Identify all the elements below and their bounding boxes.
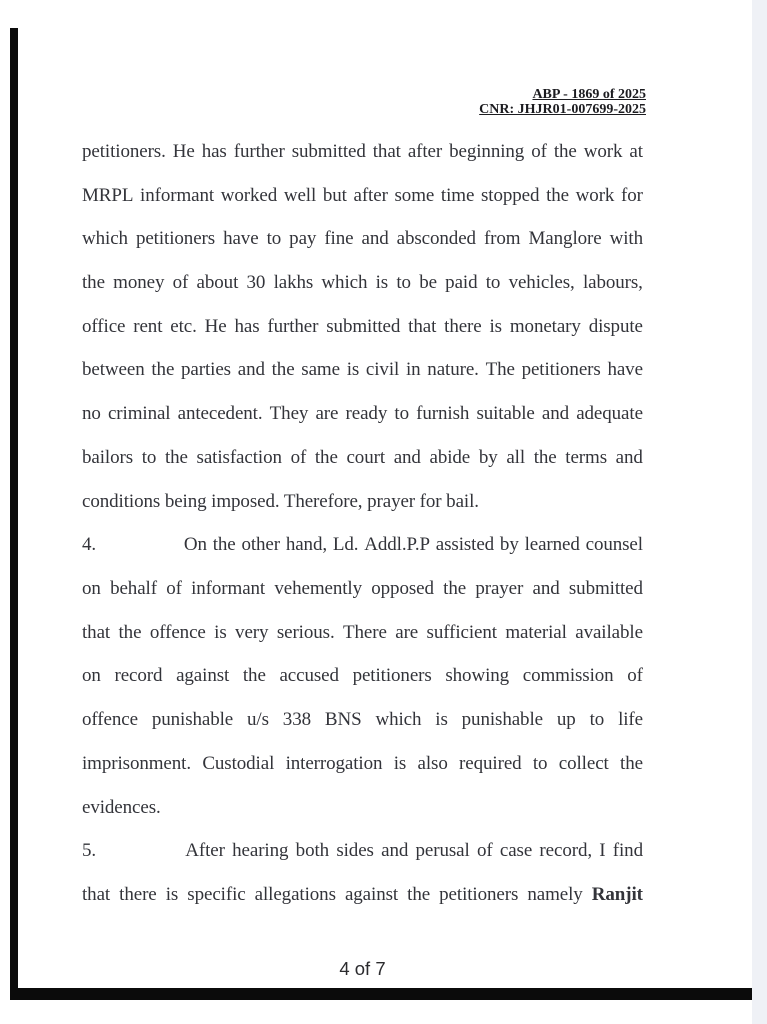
word: office bbox=[82, 315, 126, 337]
text: evidences. bbox=[82, 796, 161, 818]
order-line bbox=[82, 261, 643, 305]
word: that bbox=[82, 884, 111, 906]
word: by bbox=[478, 446, 498, 468]
word: against bbox=[344, 884, 399, 906]
word: to bbox=[589, 709, 605, 731]
word: informant bbox=[191, 578, 266, 600]
order-line bbox=[82, 567, 643, 611]
word: antecedent. bbox=[177, 403, 263, 425]
paragraph-number: 5. bbox=[82, 840, 97, 862]
word: is bbox=[489, 315, 502, 337]
word: lakhs bbox=[273, 272, 314, 294]
word: money bbox=[113, 272, 165, 294]
word: serious. bbox=[276, 621, 335, 643]
word: some bbox=[394, 184, 435, 206]
word: sufficient bbox=[426, 621, 497, 643]
word: assisted bbox=[435, 534, 495, 556]
word: after bbox=[353, 184, 388, 206]
word: offence bbox=[82, 709, 138, 731]
word: record, bbox=[539, 840, 592, 862]
word: have bbox=[607, 359, 643, 381]
word: sides bbox=[336, 840, 374, 862]
word: about bbox=[196, 272, 239, 294]
word: the bbox=[212, 534, 236, 556]
word: monetary bbox=[509, 315, 581, 337]
word: satisfaction bbox=[196, 446, 282, 468]
word: collect bbox=[558, 752, 609, 774]
word: parties bbox=[181, 359, 231, 381]
order-line bbox=[82, 873, 643, 917]
word: on bbox=[82, 578, 101, 600]
word: of bbox=[172, 272, 189, 294]
word: dispute bbox=[588, 315, 643, 337]
word: there bbox=[444, 315, 482, 337]
word: is bbox=[165, 884, 179, 906]
word: informant bbox=[140, 184, 215, 206]
word: petitioners bbox=[521, 359, 601, 381]
word: of bbox=[290, 446, 307, 468]
word: which bbox=[321, 272, 368, 294]
scan-edge-left-bar bbox=[10, 28, 18, 1000]
word: the bbox=[242, 665, 266, 687]
word: ready bbox=[345, 403, 388, 425]
word: civil bbox=[365, 359, 400, 381]
word: criminal bbox=[107, 403, 171, 425]
word: nature. bbox=[427, 359, 479, 381]
word: of bbox=[531, 140, 547, 162]
word: stopped bbox=[480, 184, 540, 206]
word: which bbox=[82, 228, 128, 250]
word: required bbox=[459, 752, 522, 774]
word: the bbox=[82, 272, 105, 294]
word: beginning bbox=[449, 140, 525, 162]
word: available bbox=[575, 621, 643, 643]
word: On bbox=[183, 534, 207, 556]
word: in bbox=[405, 359, 421, 381]
cnr-number: CNR: JHJR01-007699-2025 bbox=[479, 101, 646, 117]
word: is bbox=[375, 272, 389, 294]
order-line bbox=[82, 830, 643, 874]
order-line bbox=[82, 655, 643, 699]
word: the bbox=[118, 621, 142, 643]
word: worked bbox=[220, 184, 278, 206]
word: life bbox=[618, 709, 643, 731]
word: allegations bbox=[254, 884, 336, 906]
word: and bbox=[541, 403, 570, 425]
word: of bbox=[166, 578, 182, 600]
word: to bbox=[532, 752, 548, 774]
word: and bbox=[615, 446, 643, 468]
order-line bbox=[82, 523, 643, 567]
word: well bbox=[283, 184, 317, 206]
case-header bbox=[479, 88, 646, 117]
word: up bbox=[556, 709, 576, 731]
word: hand, bbox=[285, 534, 327, 556]
word: I bbox=[599, 840, 606, 862]
word: which bbox=[375, 709, 422, 731]
word: work bbox=[575, 184, 615, 206]
word: abide bbox=[429, 446, 471, 468]
word: and bbox=[361, 228, 389, 250]
order-line bbox=[82, 392, 643, 436]
bold-word: Ranjit bbox=[591, 884, 643, 906]
case-number: ABP - 1869 of 2025 bbox=[532, 87, 646, 102]
word: showing bbox=[445, 665, 510, 687]
word: vehemently bbox=[274, 578, 362, 600]
word: with bbox=[609, 228, 643, 250]
word: that bbox=[82, 621, 111, 643]
word: between bbox=[82, 359, 145, 381]
word: both bbox=[295, 840, 330, 862]
word: submitted bbox=[568, 578, 643, 600]
word: other bbox=[241, 534, 280, 556]
word: also bbox=[417, 752, 448, 774]
word: counsel bbox=[585, 534, 643, 556]
word: accused bbox=[279, 665, 339, 687]
word: material bbox=[505, 621, 567, 643]
word: the bbox=[271, 359, 295, 381]
word: but bbox=[322, 184, 347, 206]
word: adequate bbox=[576, 403, 643, 425]
word: of bbox=[476, 840, 493, 862]
word: labours, bbox=[582, 272, 643, 294]
word: be bbox=[419, 272, 437, 294]
word: have bbox=[223, 228, 259, 250]
word: fine bbox=[324, 228, 354, 250]
word: that bbox=[408, 315, 437, 337]
order-line bbox=[82, 349, 643, 393]
word: u/s bbox=[247, 709, 269, 731]
word: of bbox=[627, 665, 643, 687]
word: very bbox=[235, 621, 269, 643]
viewer-right-gutter bbox=[752, 0, 767, 1024]
word: commission bbox=[522, 665, 614, 687]
word: After bbox=[185, 840, 225, 862]
word: absconded bbox=[396, 228, 476, 250]
word: to bbox=[141, 446, 157, 468]
word: that bbox=[372, 140, 401, 162]
word: is bbox=[346, 359, 360, 381]
word: behalf bbox=[110, 578, 157, 600]
word: all bbox=[506, 446, 526, 468]
word: at bbox=[629, 140, 643, 162]
word: the bbox=[443, 578, 467, 600]
word: find bbox=[612, 840, 643, 862]
word: Addl.P.P bbox=[364, 534, 430, 556]
word: Ld. bbox=[332, 534, 359, 556]
word: 338 bbox=[282, 709, 311, 731]
text: conditions being imposed. Therefore, prayer for bail. bbox=[82, 490, 479, 512]
word: to bbox=[266, 228, 282, 250]
order-line bbox=[82, 130, 643, 174]
word: there bbox=[119, 884, 157, 906]
word: He bbox=[204, 315, 227, 337]
word: are bbox=[395, 621, 419, 643]
order-line bbox=[82, 174, 643, 218]
word: submitted bbox=[291, 140, 366, 162]
paragraph-number: 4. bbox=[82, 534, 97, 556]
word: petitioners bbox=[439, 884, 519, 906]
word: to bbox=[394, 403, 409, 425]
word: the bbox=[620, 752, 643, 774]
word: He bbox=[172, 140, 195, 162]
word: has bbox=[201, 140, 227, 162]
word: interrogation bbox=[285, 752, 383, 774]
word: There bbox=[343, 621, 387, 643]
word: paid bbox=[445, 272, 478, 294]
word: the bbox=[533, 446, 557, 468]
order-line bbox=[82, 611, 643, 655]
order-line bbox=[82, 436, 643, 480]
word: and bbox=[393, 446, 421, 468]
word: record bbox=[114, 665, 163, 687]
word: against bbox=[176, 665, 230, 687]
word: time bbox=[440, 184, 475, 206]
word: court bbox=[346, 446, 386, 468]
word: no bbox=[82, 403, 101, 425]
word: offence bbox=[149, 621, 206, 643]
word: specific bbox=[187, 884, 246, 906]
word: and bbox=[532, 578, 560, 600]
word: and bbox=[237, 359, 265, 381]
word: the bbox=[407, 884, 431, 906]
word: case bbox=[499, 840, 533, 862]
word: punishable bbox=[461, 709, 543, 731]
word: petitioners. bbox=[82, 140, 166, 162]
word: rent bbox=[133, 315, 163, 337]
word: The bbox=[485, 359, 515, 381]
word: to bbox=[485, 272, 501, 294]
word: imprisonment. bbox=[82, 752, 191, 774]
word: Manglore bbox=[528, 228, 602, 250]
page-number: 4 of 7 bbox=[339, 958, 386, 979]
word: the bbox=[151, 359, 175, 381]
word: is bbox=[393, 752, 407, 774]
word: etc. bbox=[170, 315, 197, 337]
word: for bbox=[621, 184, 643, 206]
word: punishable bbox=[151, 709, 234, 731]
word: MRPL bbox=[82, 184, 134, 206]
word: petitioners bbox=[135, 228, 216, 250]
word: namely bbox=[527, 884, 583, 906]
word: They bbox=[269, 403, 309, 425]
order-body-text bbox=[82, 130, 643, 917]
order-line bbox=[82, 217, 643, 261]
word: perusal bbox=[415, 840, 470, 862]
word: terms bbox=[565, 446, 607, 468]
word: further bbox=[267, 315, 319, 337]
word: and bbox=[381, 840, 409, 862]
word: has bbox=[234, 315, 260, 337]
scan-edge-bottom-bar bbox=[10, 988, 752, 1000]
word: pay bbox=[289, 228, 317, 250]
order-line bbox=[82, 305, 643, 349]
word: opposed bbox=[371, 578, 434, 600]
word: on bbox=[82, 665, 101, 687]
word: submitted bbox=[326, 315, 401, 337]
word: hearing bbox=[232, 840, 289, 862]
order-line bbox=[82, 742, 643, 786]
word: 30 bbox=[246, 272, 266, 294]
word: Custodial bbox=[202, 752, 275, 774]
order-line bbox=[82, 786, 643, 830]
order-line bbox=[82, 480, 643, 524]
word: vehicles, bbox=[508, 272, 575, 294]
word: the bbox=[546, 184, 569, 206]
word: BNS bbox=[324, 709, 362, 731]
word: same bbox=[301, 359, 340, 381]
word: petitioners bbox=[352, 665, 432, 687]
word: after bbox=[407, 140, 443, 162]
word: are bbox=[315, 403, 339, 425]
word: the bbox=[553, 140, 577, 162]
word: the bbox=[314, 446, 338, 468]
word: learned bbox=[524, 534, 580, 556]
word: suitable bbox=[476, 403, 535, 425]
word: is bbox=[435, 709, 448, 731]
word: further bbox=[233, 140, 285, 162]
word: from bbox=[483, 228, 521, 250]
word: prayer bbox=[475, 578, 524, 600]
word: furnish bbox=[416, 403, 470, 425]
word: to bbox=[396, 272, 411, 294]
word: bailors bbox=[82, 446, 134, 468]
word: is bbox=[214, 621, 227, 643]
order-line bbox=[82, 698, 643, 742]
word: work bbox=[583, 140, 623, 162]
word: the bbox=[164, 446, 188, 468]
word: by bbox=[499, 534, 519, 556]
